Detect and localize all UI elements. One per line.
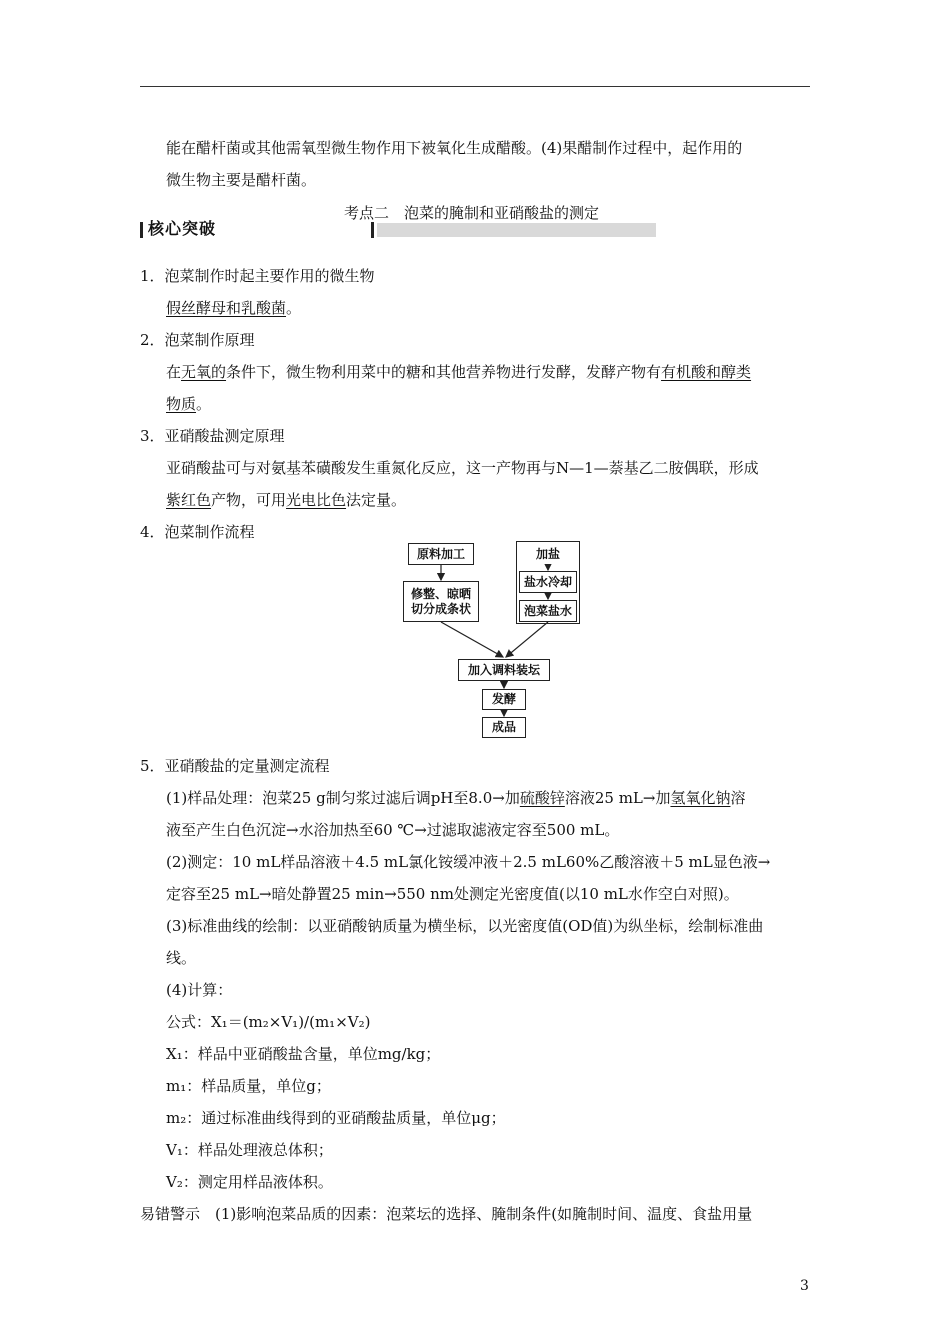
answer-underlined: 假丝酵母和乳酸菌 bbox=[166, 299, 287, 317]
item-5-p4: (4)计算： bbox=[166, 981, 233, 999]
page-number: 3 bbox=[800, 1278, 809, 1294]
def-m1: m₁：样品质量，单位g； bbox=[166, 1077, 331, 1095]
item-number: 4． bbox=[140, 523, 165, 541]
text: 产物，可用 bbox=[211, 491, 287, 509]
formula: 公式：X₁＝(m₂×V₁)/(m₁×V₂) bbox=[166, 1013, 371, 1031]
item-title: 泡菜制作原理 bbox=[164, 331, 255, 349]
item-number: 1． bbox=[140, 267, 165, 285]
arrow-trim-to-jar bbox=[441, 622, 503, 657]
continuation-line-1: 能在醋杆菌或其他需氧型微生物作用下被氧化生成醋酸。(4)果醋制作过程中，起作用的 bbox=[166, 139, 743, 157]
item-3-line-1: 亚硝酸盐可与对氨基苯磺酸发生重氮化反应，这一产物再与N—1—萘基乙二胺偶联，形成 bbox=[166, 459, 759, 477]
banner-label: 核心突破 bbox=[148, 219, 217, 238]
item-number: 3． bbox=[140, 427, 165, 445]
item-title: 亚硝酸盐测定原理 bbox=[164, 427, 285, 445]
def-x1: X₁：样品中亚硝酸盐含量，单位mg/kg； bbox=[166, 1045, 441, 1063]
flow-box-trim: 修整、晾晒 切分成条状 bbox=[403, 581, 479, 622]
text: (1)样品处理：泡菜25 g制匀浆过滤后调pH至8.0→加 bbox=[166, 789, 520, 807]
flow-box-jar: 加入调料装坛 bbox=[458, 659, 550, 681]
item-5-p2-line-1: (2)测定：10 mL样品溶液＋4.5 mL氯化铵缓冲液＋2.5 mL60%乙酸溶液＋5 mL显色液→ bbox=[166, 853, 771, 871]
answer-underlined: 氢氧化钠 bbox=[670, 789, 731, 807]
text: 法定量。 bbox=[346, 491, 407, 509]
item-title: 泡菜制作流程 bbox=[164, 523, 255, 541]
def-v2: V₂：测定用样品液体积。 bbox=[166, 1173, 333, 1191]
answer-underlined: 紫红色 bbox=[166, 491, 212, 509]
text: 溶液25 mL→加 bbox=[564, 789, 671, 807]
text: 。 bbox=[196, 395, 212, 413]
continuation-line-2: 微生物主要是醋杆菌。 bbox=[166, 171, 317, 189]
text: 溶 bbox=[730, 789, 746, 807]
item-5-p3-line-1: (3)标准曲线的绘制：以亚硝酸钠质量为横坐标，以光密度值(OD值)为纵坐标，绘制标准曲 bbox=[166, 917, 764, 935]
flow-box-ferment: 发酵 bbox=[482, 689, 526, 710]
item-5-heading bbox=[140, 756, 330, 776]
flow-box-brine: 泡菜盐水 bbox=[519, 600, 577, 622]
flow-box-cool: 盐水冷却 bbox=[519, 571, 577, 593]
item-5-p1-line-1 bbox=[166, 788, 745, 808]
answer-underlined: 硫酸锌 bbox=[519, 789, 565, 807]
item-title: 亚硝酸盐的定量测定流程 bbox=[164, 757, 330, 775]
item-5-p2-line-2: 定容至25 mL→暗处静置25 min→550 nm处测定光密度值(以10 mL水作空白对照)。 bbox=[166, 885, 739, 903]
flow-box-product: 成品 bbox=[482, 717, 526, 738]
warning-line: 易错警示 (1)影响泡菜品质的因素：泡菜坛的选择、腌制条件(如腌制时间、温度、食盐用量 bbox=[140, 1205, 753, 1223]
item-5-p1-line-2: 液至产生白色沉淀→水浴加热至60 ℃→过滤取滤液定容至500 mL。 bbox=[166, 821, 620, 839]
answer-underlined: 光电比色 bbox=[286, 491, 347, 509]
item-number: 5． bbox=[140, 757, 165, 775]
def-m2: m₂：通过标准曲线得到的亚硝酸盐质量，单位μg； bbox=[166, 1109, 506, 1127]
item-5-p3-line-2: 线。 bbox=[166, 949, 197, 967]
item-title: 泡菜制作时起主要作用的微生物 bbox=[164, 267, 375, 285]
answer-underlined: 无氧的 bbox=[181, 363, 227, 381]
text: 在 bbox=[166, 363, 182, 381]
flow-box-raw: 原料加工 bbox=[408, 543, 474, 565]
text: 条件下，微生物利用菜中的糖和其他营养物进行发酵，发酵产物有 bbox=[226, 363, 662, 381]
arrow-brine-to-jar bbox=[506, 622, 548, 657]
answer-underlined: 有机酸和醇类 bbox=[661, 363, 752, 381]
answer-underlined: 物质 bbox=[166, 395, 197, 413]
text: 。 bbox=[286, 299, 302, 317]
section-title: 考点二 泡菜的腌制和亚硝酸盐的测定 bbox=[344, 204, 600, 222]
def-v1: V₁：样品处理液总体积； bbox=[166, 1141, 333, 1159]
flow-label-salt: 加盐 bbox=[522, 545, 574, 564]
item-number: 2． bbox=[140, 331, 165, 349]
